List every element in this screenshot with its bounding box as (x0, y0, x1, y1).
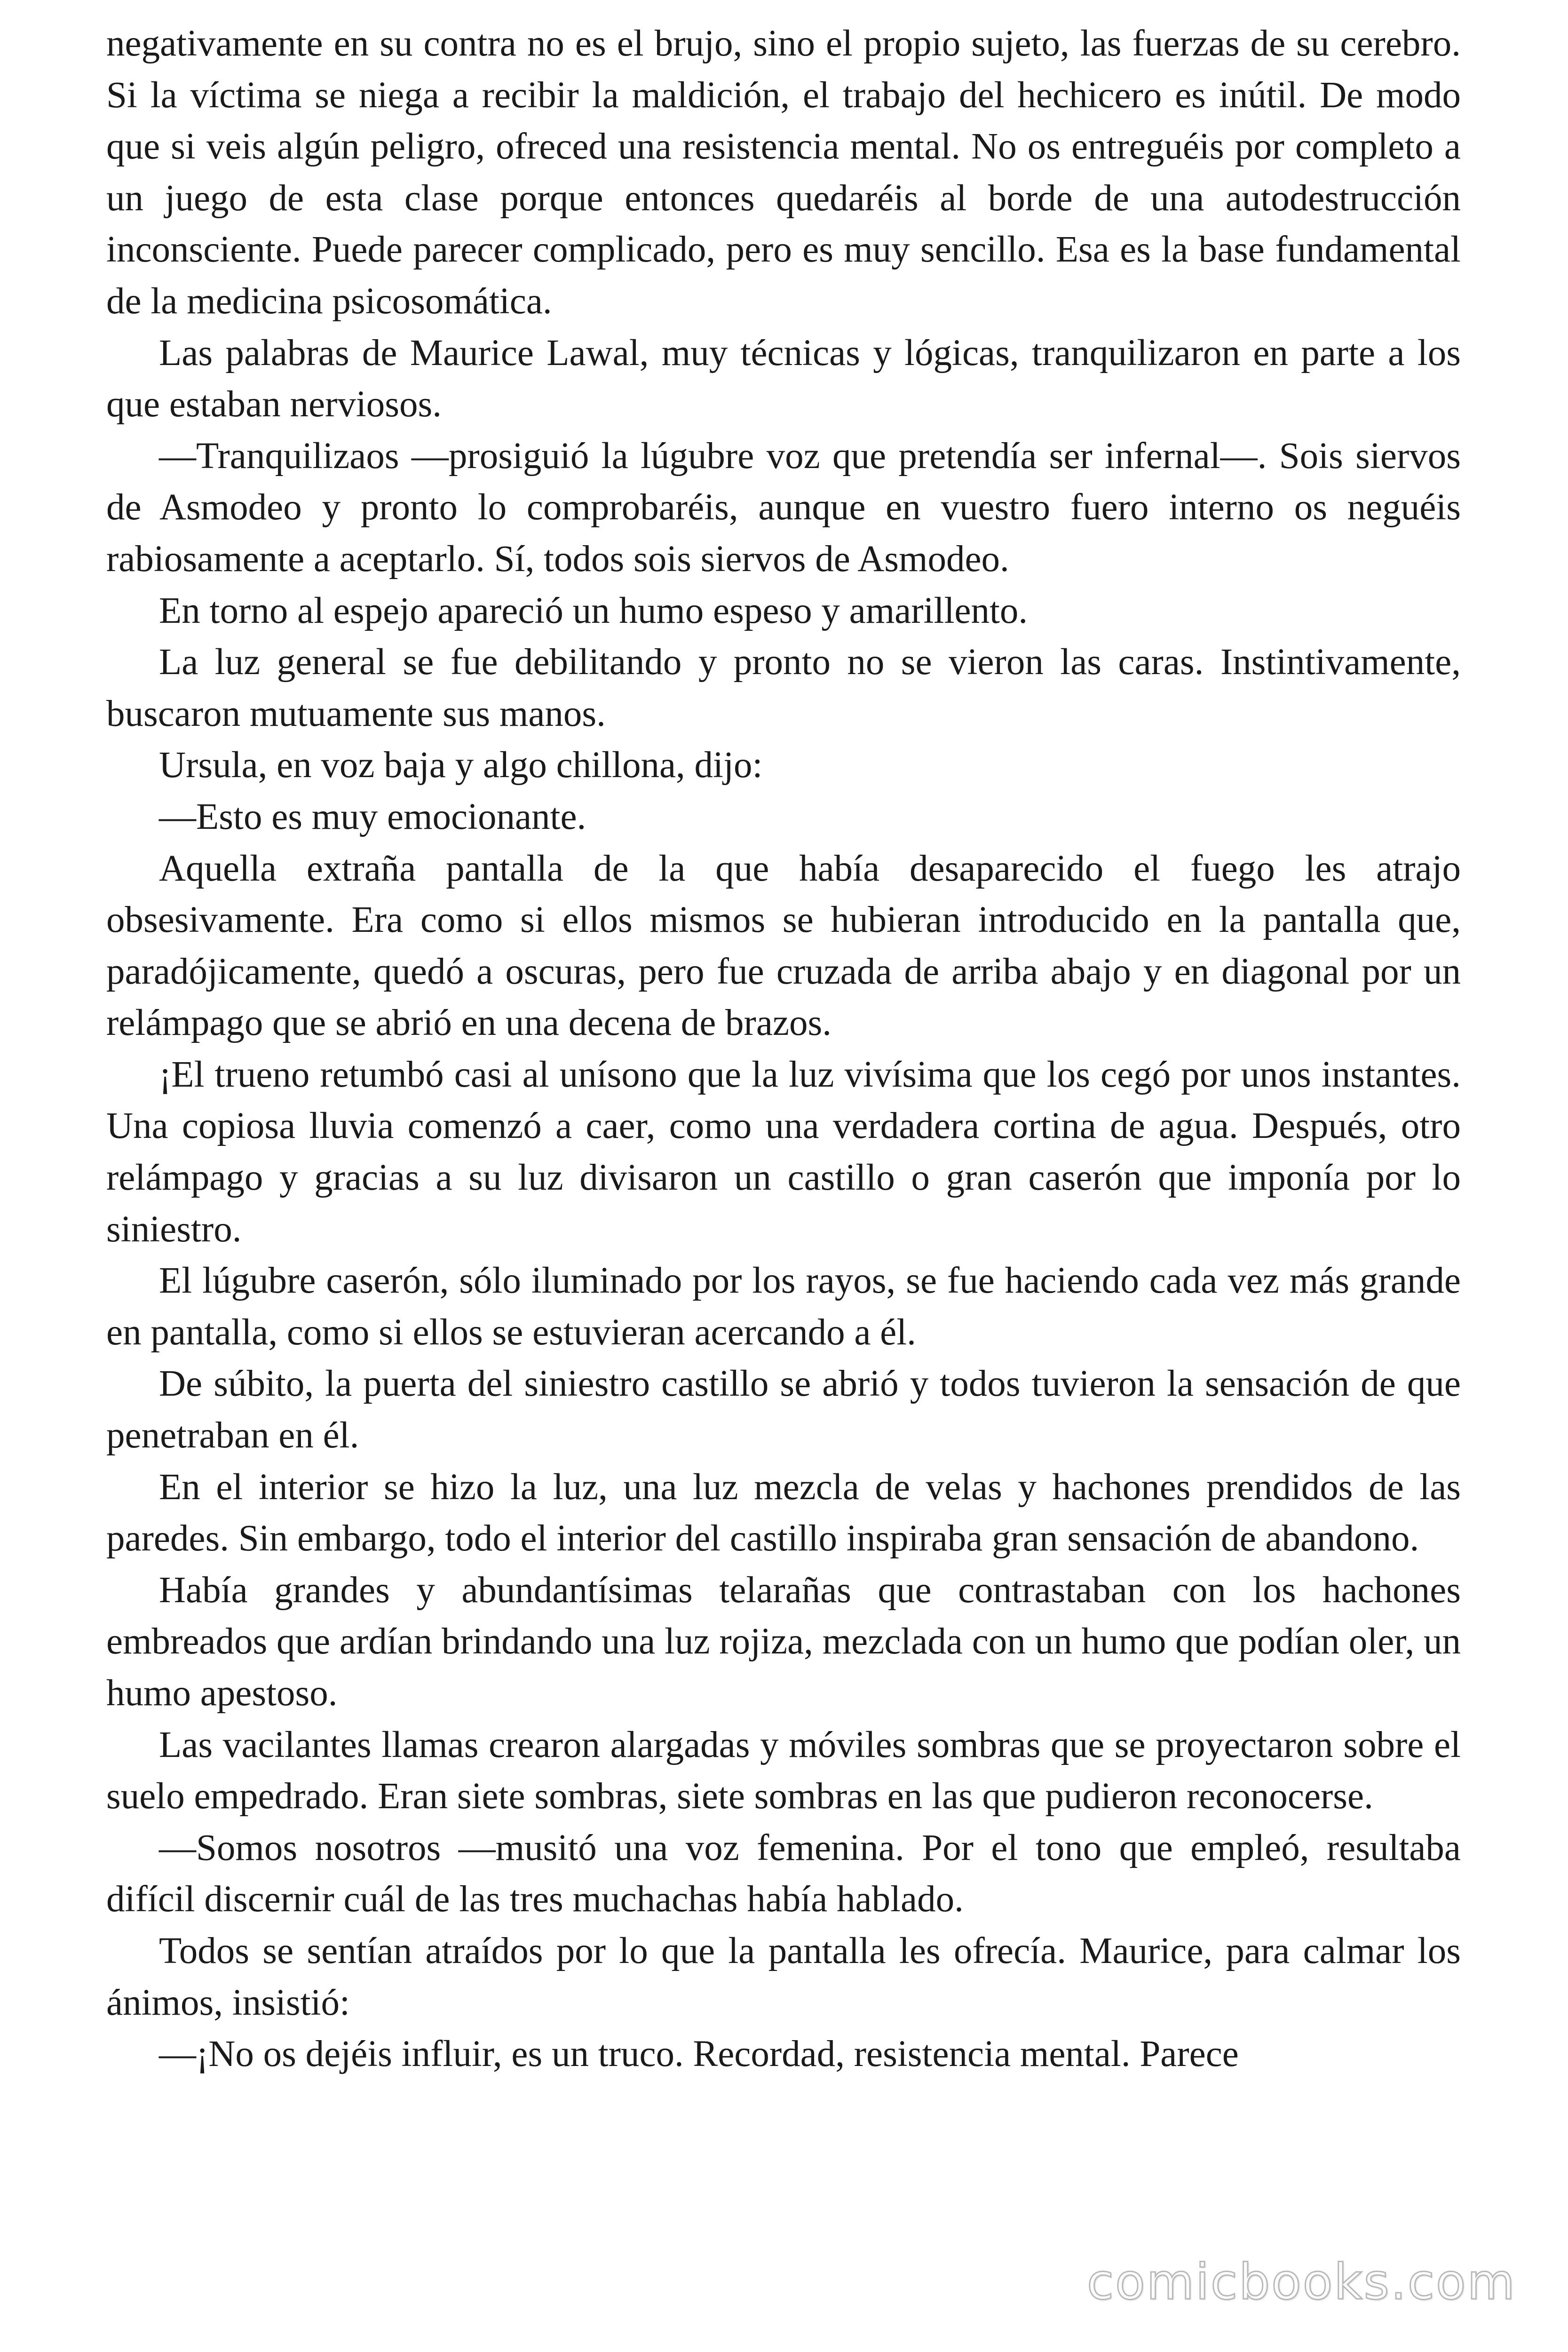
paragraph: Las palabras de Maurice Lawal, muy técnicas y lógicas, tranquilizaron en parte a los que estaban nerviosos. (106, 332, 1461, 425)
paragraph: La luz general se fue debilitando y pronto no se vieron las caras. Instintivamente, buscaron mutuamente sus manos. (106, 642, 1461, 734)
paragraph: Aquella extraña pantalla de la que había desaparecido el fuego les atrajo obsesivamente. Era como si ellos mismos se hubieran introducido en la pantalla que, paradójicamente, quedó a oscuras, pero fue cruzada de arriba abajo y en diagonal por un relámpago que se abrió en una decena de brazos. (106, 848, 1461, 1044)
paragraph-dialogue: —Tranquilizaos —prosiguió la lúgubre voz que pretendía ser infernal—. Sois siervos de Asmodeo y pronto lo comprobaréis, aunque en vuestro fuero interno os neguéis rabiosamente a aceptarlo. Sí, todos sois siervos de Asmodeo. (106, 435, 1461, 580)
body-text (106, 18, 1461, 2080)
paragraph: Ursula, en voz baja y algo chillona, dijo: (159, 745, 763, 786)
paragraph: El lúgubre caserón, sólo iluminado por los rayos, se fue haciendo cada vez más grande en pantalla, como si ellos se estuvieran acercando a él. (106, 1260, 1461, 1353)
paragraph-dialogue: —Somos nosotros —musitó una voz femenina. Por el tono que empleó, resultaba difícil discernir cuál de las tres muchachas había hablado. (106, 1827, 1461, 1920)
paragraph: Había grandes y abundantísimas telarañas que contrastaban con los hachones embreados que ardían brindando una luz rojiza, mezclada con un humo que podían oler, un humo apestoso. (106, 1569, 1461, 1714)
paragraph-dialogue: —Esto es muy emocionante. (159, 796, 586, 837)
paragraph: Todos se sentían atraídos por lo que la pantalla les ofrecía. Maurice, para calmar los ánimos, insistió: (106, 1930, 1461, 2023)
paragraph: En torno al espejo apareció un humo espeso y amarillento. (159, 590, 1028, 631)
watermark: comicbooks.com (1086, 2253, 1516, 2311)
paragraph-continued: negativamente en su contra no es el brujo, sino el propio sujeto, las fuerzas de su cerebro. Si la víctima se niega a recibir la maldición, el trabajo del hechicero es inútil. De modo que si veis algún peligro, ofreced una resistencia mental. No os entreguéis por completo a un juego de esta clase porque entonces quedaréis al borde de una autodestrucción inconsciente. Puede parecer complicado, pero es muy sencillo. Esa es la base fundamental de la medicina psicosomática. (106, 23, 1461, 322)
paragraph: De súbito, la puerta del siniestro castillo se abrió y todos tuvieron la sensación de que penetraban en él. (106, 1363, 1461, 1456)
paragraph: ¡El trueno retumbó casi al unísono que la luz vivísima que los cegó por unos instantes. Una copiosa lluvia comenzó a caer, como una verdadera cortina de agua. Después, otro relámpago y gracias a su luz divisaron un castillo o gran caserón que imponía por lo siniestro. (106, 1054, 1461, 1250)
paragraph-dialogue: —¡No os dejéis influir, es un truco. Recordad, resistencia mental. Parece (159, 2034, 1239, 2075)
paragraph: Las vacilantes llamas crearon alargadas y móviles sombras que se proyectaron sobre el suelo empedrado. Eran siete sombras, siete sombras en las que pudieron reconocerse. (106, 1724, 1461, 1817)
paragraph: En el interior se hizo la luz, una luz mezcla de velas y hachones prendidos de las paredes. Sin embargo, todo el interior del castillo inspiraba gran sensación de abandono. (106, 1466, 1461, 1559)
